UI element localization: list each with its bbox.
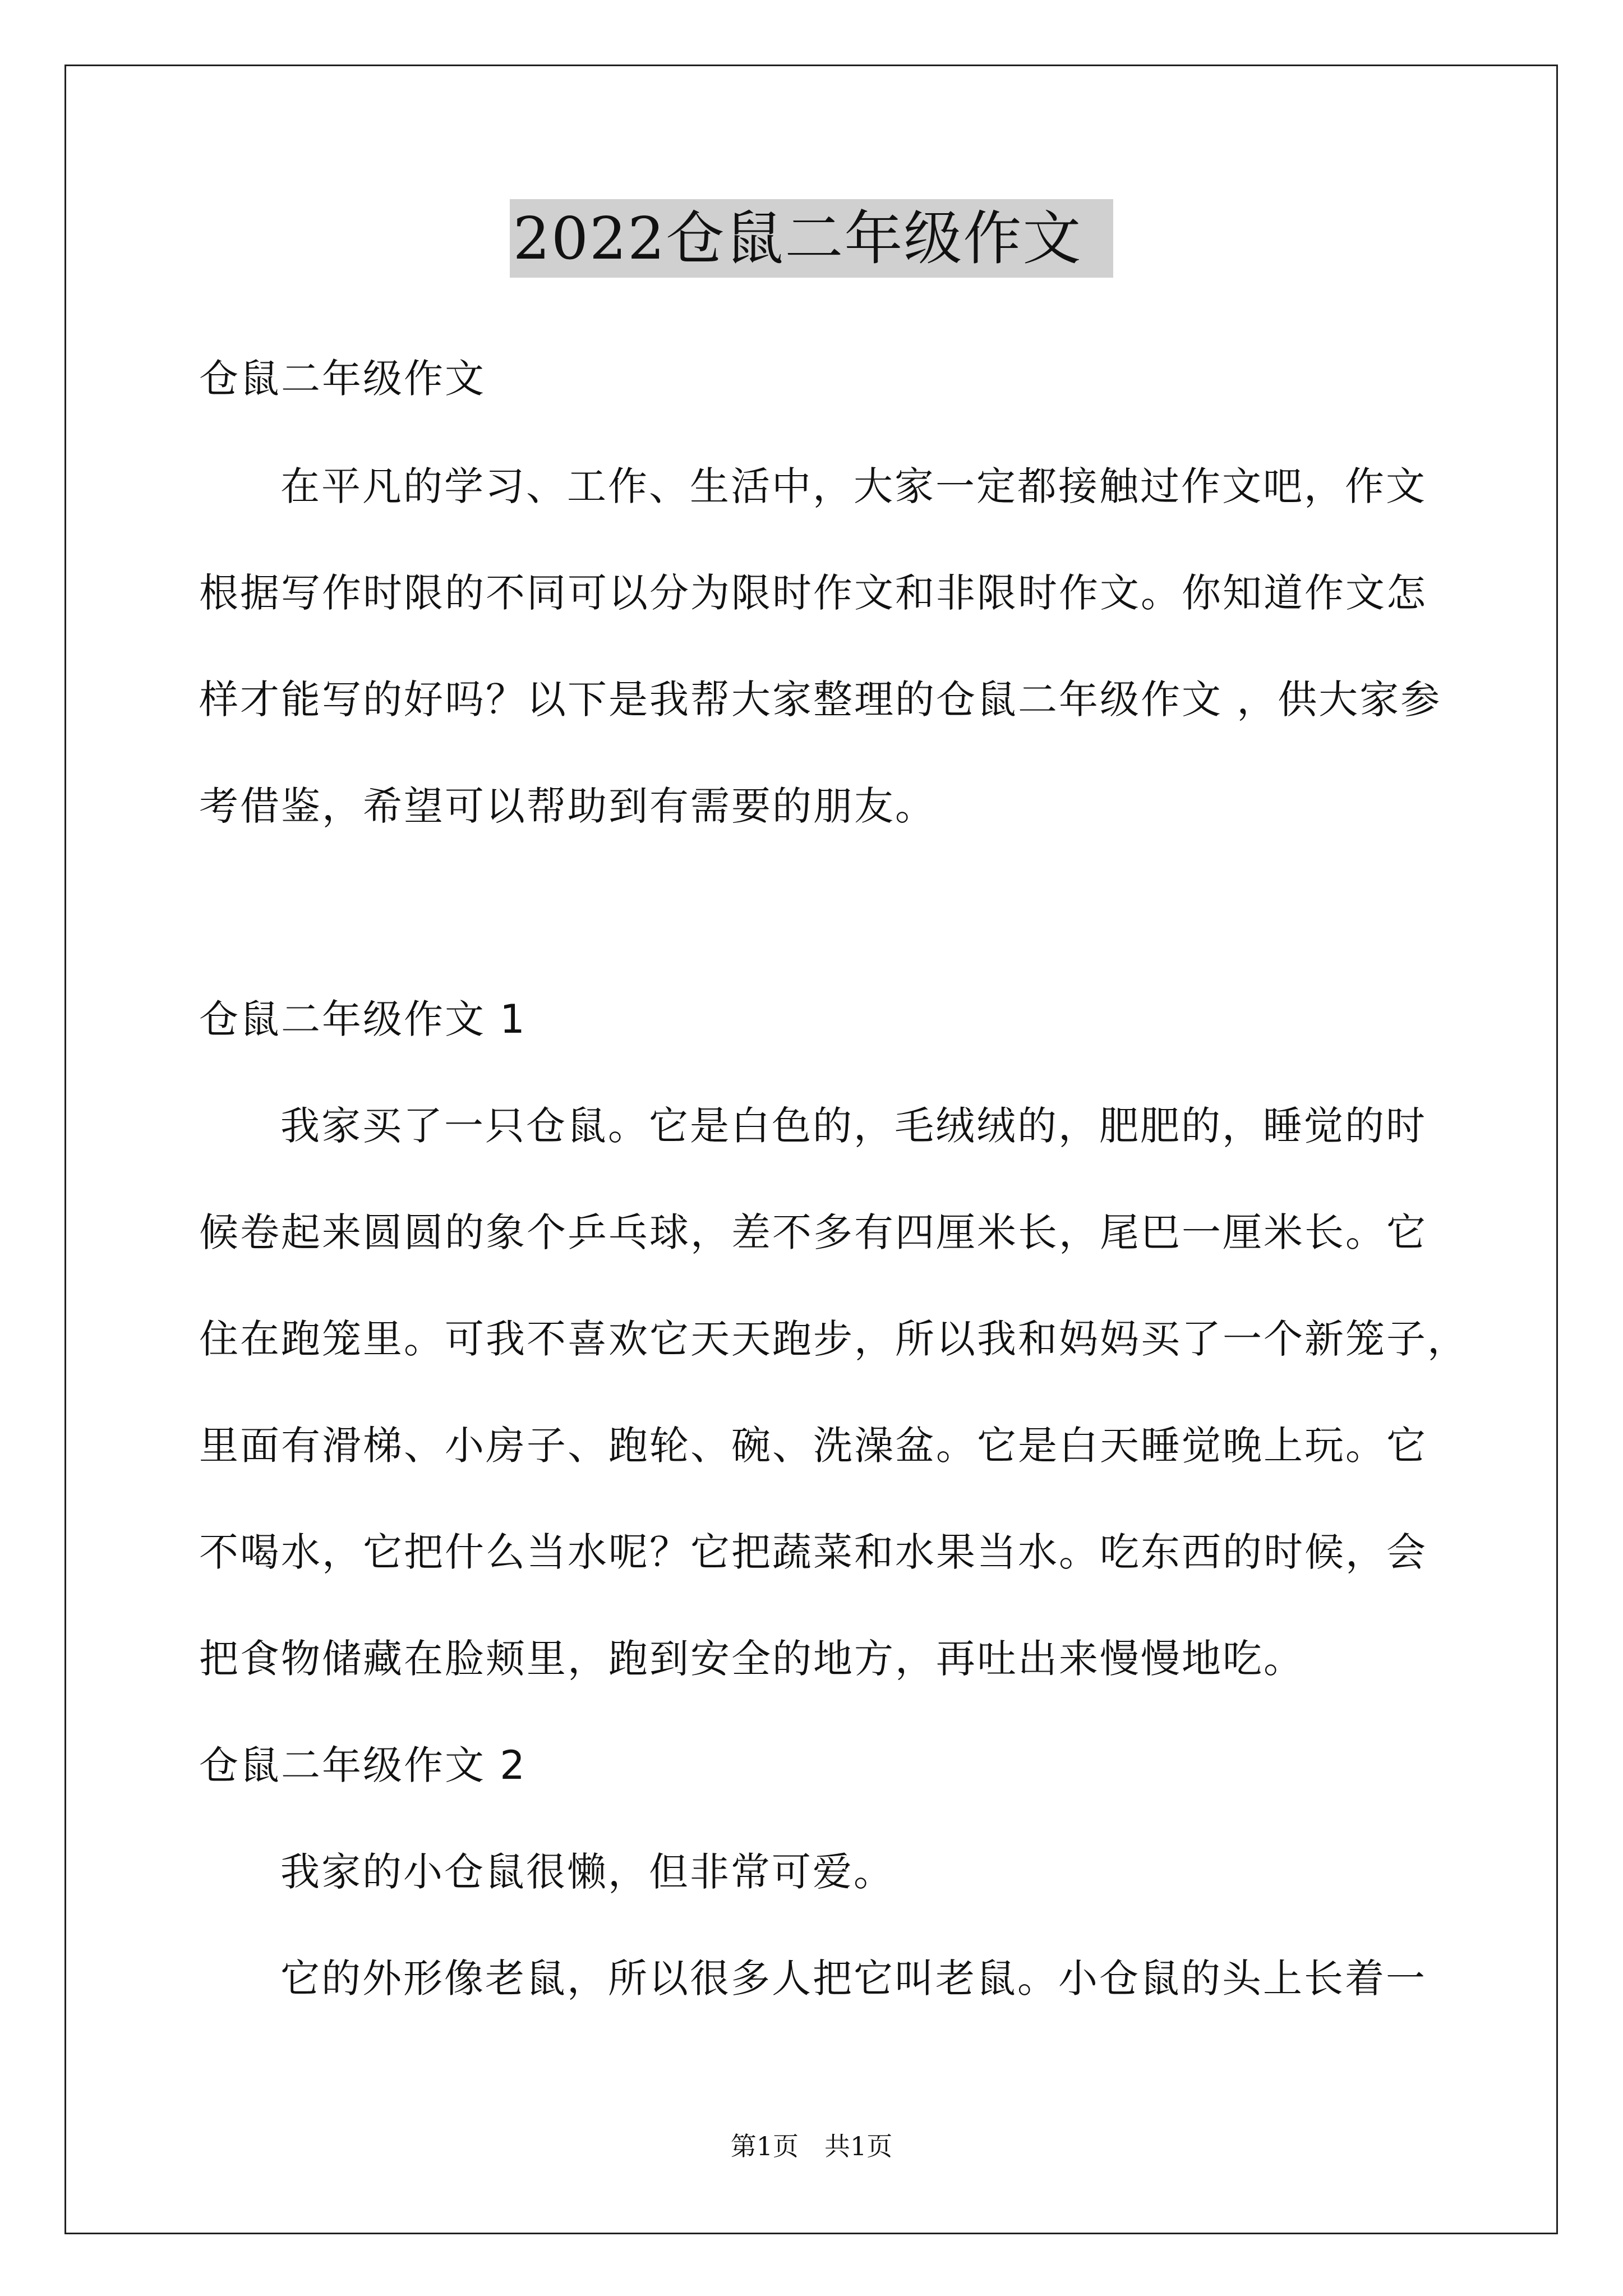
page-footer: 第1页 共1页 [730,2131,893,2161]
intro-line-3: 样才能写的好吗？以下是我帮大家整理的仓鼠二年级作文 ，供大家参 [199,677,1442,723]
title-container [0,199,1623,278]
section1-line-4: 里面有滑梯、小房子、跑轮、碗、洗澡盆。它是白天睡觉晚上玩。它 [199,1423,1427,1469]
subtitle: 仓鼠二年级作文 [199,356,486,402]
intro-line-1: 在平凡的学习、工作、生活中，大家一定都接触过作文吧，作文 [280,463,1427,509]
section1-line-1: 我家买了一只仓鼠。它是白色的，毛绒绒的，肥肥的，睡觉的时 [280,1103,1427,1149]
section1-line-3: 住在跑笼里。可我不喜欢它天天跑步，所以我和妈妈买了一个新笼子， [199,1316,1468,1362]
section-heading-2: 仓鼠二年级作文 2 [199,1742,527,1788]
intro-line-2: 根据写作时限的不同可以分为限时作文和非限时作文。你知道作文怎 [199,570,1427,616]
document-title: 2022仓鼠二年级作文 [510,199,1114,278]
section1-line-2: 候卷起来圆圆的象个乒乓球，差不多有四厘米长，尾巴一厘米长。它 [199,1209,1427,1255]
section1-line-6: 把食物储藏在脸颊里，跑到安全的地方，再吐出来慢慢地吃。 [199,1636,1304,1682]
section2-line-1: 我家的小仓鼠很懒，但非常可爱。 [280,1849,895,1895]
section-heading-1: 仓鼠二年级作文 1 [199,996,527,1042]
section1-line-5: 不喝水，它把什么当水呢？它把蔬菜和水果当水。吃东西的时候，会 [199,1529,1427,1575]
section2-line-2: 它的外形像老鼠，所以很多人把它叫老鼠。小仓鼠的头上长着一 [280,1955,1427,2001]
intro-line-4: 考借鉴，希望可以帮助到有需要的朋友。 [199,783,936,829]
